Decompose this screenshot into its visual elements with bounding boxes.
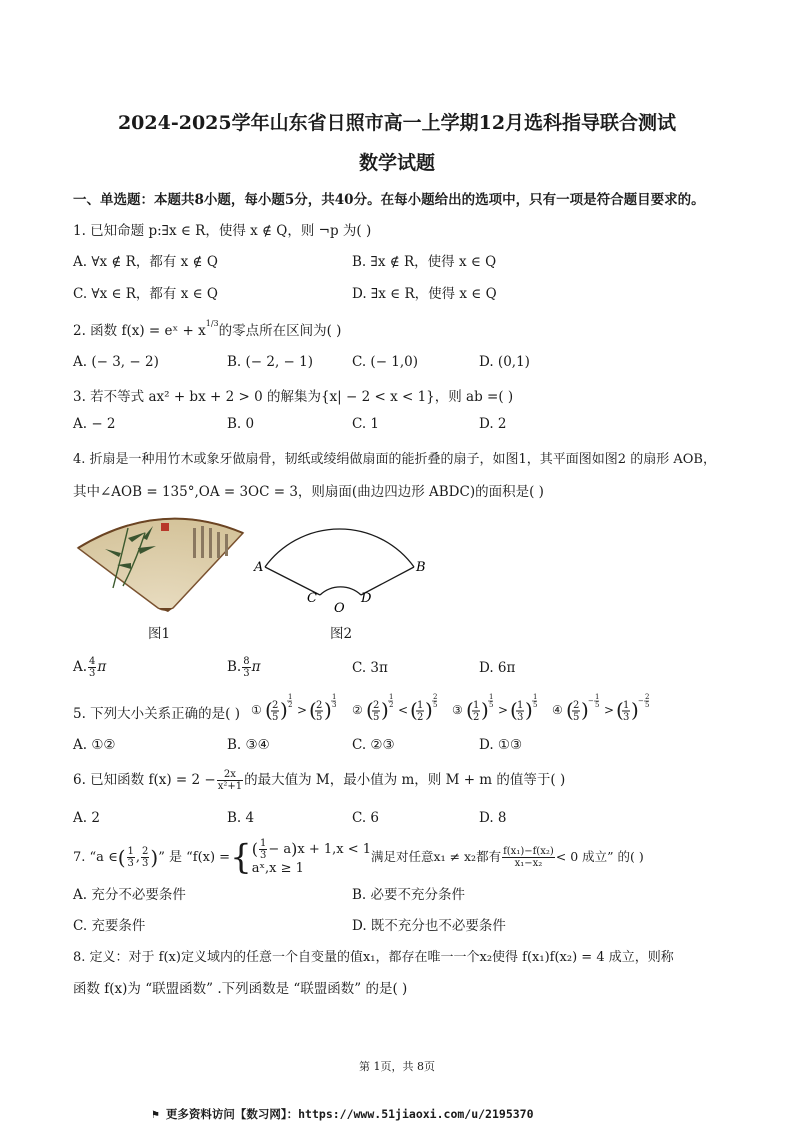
q2-option-d: D. (0,1) <box>479 354 530 370</box>
q1-option-c: C. ∀x ∈ R，都有 x ∈ Q <box>73 286 218 302</box>
q4-stem-line2: 其中∠AOB = 135°,OA = 3OC = 3，则扇面(曲边四边形 ABDC)的面积是( ) <box>73 484 544 500</box>
q5-option-a: A. ①② <box>73 737 116 753</box>
svg-text:5: 5 <box>433 701 438 709</box>
svg-text:(: ( <box>616 698 624 722</box>
svg-text:(: ( <box>566 698 574 722</box>
q2-stem: 2. 函数 f(x) = eˣ + $x^{1/3}$的零点所在区间为( ) <box>73 319 342 339</box>
q1-stem: 1. 已知命题 p:∃x ∈ R，使得 x ∉ Q，则 ¬p 为( ) <box>73 223 372 239</box>
label-o: O <box>334 601 345 616</box>
svg-text:): ) <box>581 698 589 722</box>
q4-option-b: B. $\frac{8}{3}$ π <box>227 656 261 679</box>
svg-text:): ) <box>425 698 433 722</box>
svg-text:1: 1 <box>517 700 524 711</box>
svg-text:③: ③ <box>452 703 463 717</box>
q6-option-c: C. 6 <box>352 810 380 826</box>
svg-text:1: 1 <box>417 700 424 711</box>
q7-stem: 7. “a ∈( $\frac{1}{3}$ , $\frac{2}{3}$ )” 是 “f(x) ={ ( $\frac{1}{3}$ − a)x + 1,x < 1 aˣ,x ≥ 1 满足对任意x₁ ≠ x₂都有 $\frac{\text{f(x₁)−f(x₂)}}{\text{x₁−x₂}}$ < 0 成立” 的( ) <box>73 837 644 878</box>
q1-option-b: B. ∃x ∉ R，使得 x ∈ Q <box>352 254 497 270</box>
q3-option-c: C. 1 <box>352 416 380 432</box>
q6-option-a: A. 2 <box>73 810 100 826</box>
q1-option-d: D. ∃x ∈ R，使得 x ∈ Q <box>352 286 497 302</box>
svg-text:): ) <box>381 698 389 722</box>
svg-text:5: 5 <box>533 701 538 709</box>
q1-option-a: A. ∀x ∉ R，都有 x ∉ Q <box>73 254 218 270</box>
label-d: D <box>361 591 372 606</box>
q2-option-b: B. (− 2, − 1) <box>227 354 314 370</box>
svg-text:(: ( <box>265 698 273 722</box>
q2-option-c: C. (− 1,0) <box>352 354 419 370</box>
svg-text:2: 2 <box>316 700 323 711</box>
q8-stem-line2: 函数 f(x)为 “联盟函数” .下列函数是 “联盟函数” 的是( ) <box>73 981 408 997</box>
svg-text:2: 2 <box>573 700 580 711</box>
svg-text:5: 5 <box>373 712 380 723</box>
q3-stem: 3. 若不等式 ax² + bx + 2 > 0 的解集为{x| − 2 < x < 1}，则 ab =( ) <box>73 389 514 405</box>
exam-subtitle: 数学试题 <box>358 152 435 174</box>
svg-text:5: 5 <box>645 701 650 709</box>
svg-text:−: − <box>588 697 594 705</box>
svg-text:2: 2 <box>389 701 394 709</box>
svg-text:2: 2 <box>473 712 480 723</box>
page-number: 第 1页，共 8页 <box>359 1060 435 1073</box>
svg-text:2: 2 <box>433 693 438 701</box>
label-c: C <box>307 591 317 606</box>
svg-text:(: ( <box>366 698 374 722</box>
svg-text:④: ④ <box>552 703 563 717</box>
q5-option-b: B. ③④ <box>227 737 270 753</box>
q7-option-b: B. 必要不充分条件 <box>352 887 466 903</box>
q3-option-b: B. 0 <box>227 416 255 432</box>
label-a: A <box>254 560 264 575</box>
q7-option-c: C. 充要条件 <box>73 918 146 934</box>
svg-text:②: ② <box>352 703 363 717</box>
svg-text:<: < <box>398 703 409 717</box>
q7-option-d: D. 既不充分也不必要条件 <box>352 918 506 934</box>
svg-text:1: 1 <box>332 693 337 701</box>
q4-stem-line1: 4. 折扇是一种用竹木或象牙做扇骨，韧纸或绫绢做扇面的能折叠的扇子，如图1，其平面图如图2 的扇形 AOB， <box>73 452 716 467</box>
q6-option-d: D. 8 <box>479 810 507 826</box>
q2-option-a: A. (− 3, − 2) <box>73 354 159 370</box>
q4-option-c: C. 3π <box>352 660 388 676</box>
q7-option-a: A. 充分不必要条件 <box>73 887 186 903</box>
svg-text:(: ( <box>410 698 418 722</box>
exam-title: 2024-2025学年山东省日照市高一上学期12月选科指导联合测试 <box>117 112 677 134</box>
svg-text:1: 1 <box>489 693 494 701</box>
q5-option-c: C. ②③ <box>352 737 395 753</box>
svg-text:2: 2 <box>645 693 650 701</box>
svg-text:>: > <box>498 703 509 717</box>
q3-option-a: A. − 2 <box>73 416 116 432</box>
q4-option-a: A. $\frac{4}{3}$ π <box>73 656 107 679</box>
fig1-caption: 图1 <box>148 626 171 642</box>
svg-text:2: 2 <box>373 700 380 711</box>
svg-text:>: > <box>297 703 308 717</box>
label-b: B <box>416 560 426 575</box>
svg-text:1: 1 <box>389 693 394 701</box>
svg-text:3: 3 <box>517 712 524 723</box>
q4-option-d: D. 6π <box>479 660 516 676</box>
svg-text:): ) <box>481 698 489 722</box>
svg-text:5: 5 <box>316 712 323 723</box>
svg-text:): ) <box>324 698 332 722</box>
fan-photo-figure <box>73 508 248 613</box>
svg-text:−: − <box>638 697 644 705</box>
svg-text:>: > <box>604 703 615 717</box>
q5-stem: 5. 下列大小关系正确的是( ) <box>73 706 240 722</box>
svg-text:1: 1 <box>595 693 600 701</box>
svg-text:1: 1 <box>288 693 293 701</box>
flag-icon: ⚑ <box>152 1107 159 1121</box>
svg-text:5: 5 <box>489 701 494 709</box>
svg-text:3: 3 <box>623 712 630 723</box>
svg-text:3: 3 <box>332 701 337 709</box>
svg-text:): ) <box>280 698 288 722</box>
fig2-caption: 图2 <box>330 626 353 642</box>
svg-text:2: 2 <box>417 712 424 723</box>
sector-diagram <box>250 495 440 620</box>
q8-stem-line1: 8. 定义：对于 f(x)定义域内的任意一个自变量的值x₁，都存在唯一一个x₂使得 f(x₁)f(x₂) = 4 成立，则称 <box>73 950 674 965</box>
svg-text:2: 2 <box>288 701 293 709</box>
svg-text:1: 1 <box>533 693 538 701</box>
q5-option-d: D. ①③ <box>479 737 523 753</box>
svg-text:(: ( <box>510 698 518 722</box>
svg-text:): ) <box>631 698 639 722</box>
svg-text:(: ( <box>309 698 317 722</box>
q6-option-b: B. 4 <box>227 810 255 826</box>
svg-text:2: 2 <box>272 700 279 711</box>
svg-text:5: 5 <box>573 712 580 723</box>
svg-text:①: ① <box>251 703 262 717</box>
svg-text:): ) <box>525 698 533 722</box>
q3-option-d: D. 2 <box>479 416 507 432</box>
svg-text:1: 1 <box>623 700 630 711</box>
svg-text:1: 1 <box>473 700 480 711</box>
section-heading: 一、单选题：本题共8小题，每小题5分，共40分。在每小题给出的选项中，只有一项是符合题目要求的。 <box>73 192 705 208</box>
svg-text:(: ( <box>466 698 474 722</box>
q6-stem: 6. 已知函数 f(x) = 2 − $\frac{2x}{\text{x²+1}}$ 的最大值为 M，最小值为 m，则 M + m 的值等于( ) <box>73 769 566 792</box>
svg-text:5: 5 <box>595 701 600 709</box>
svg-text:5: 5 <box>272 712 279 723</box>
q5-expressions <box>251 692 671 726</box>
resource-link-banner[interactable]: ⚑ 更多资料访问【数习网】：https://www.51jiaoxi.com/u/2195370 <box>152 1107 534 1121</box>
